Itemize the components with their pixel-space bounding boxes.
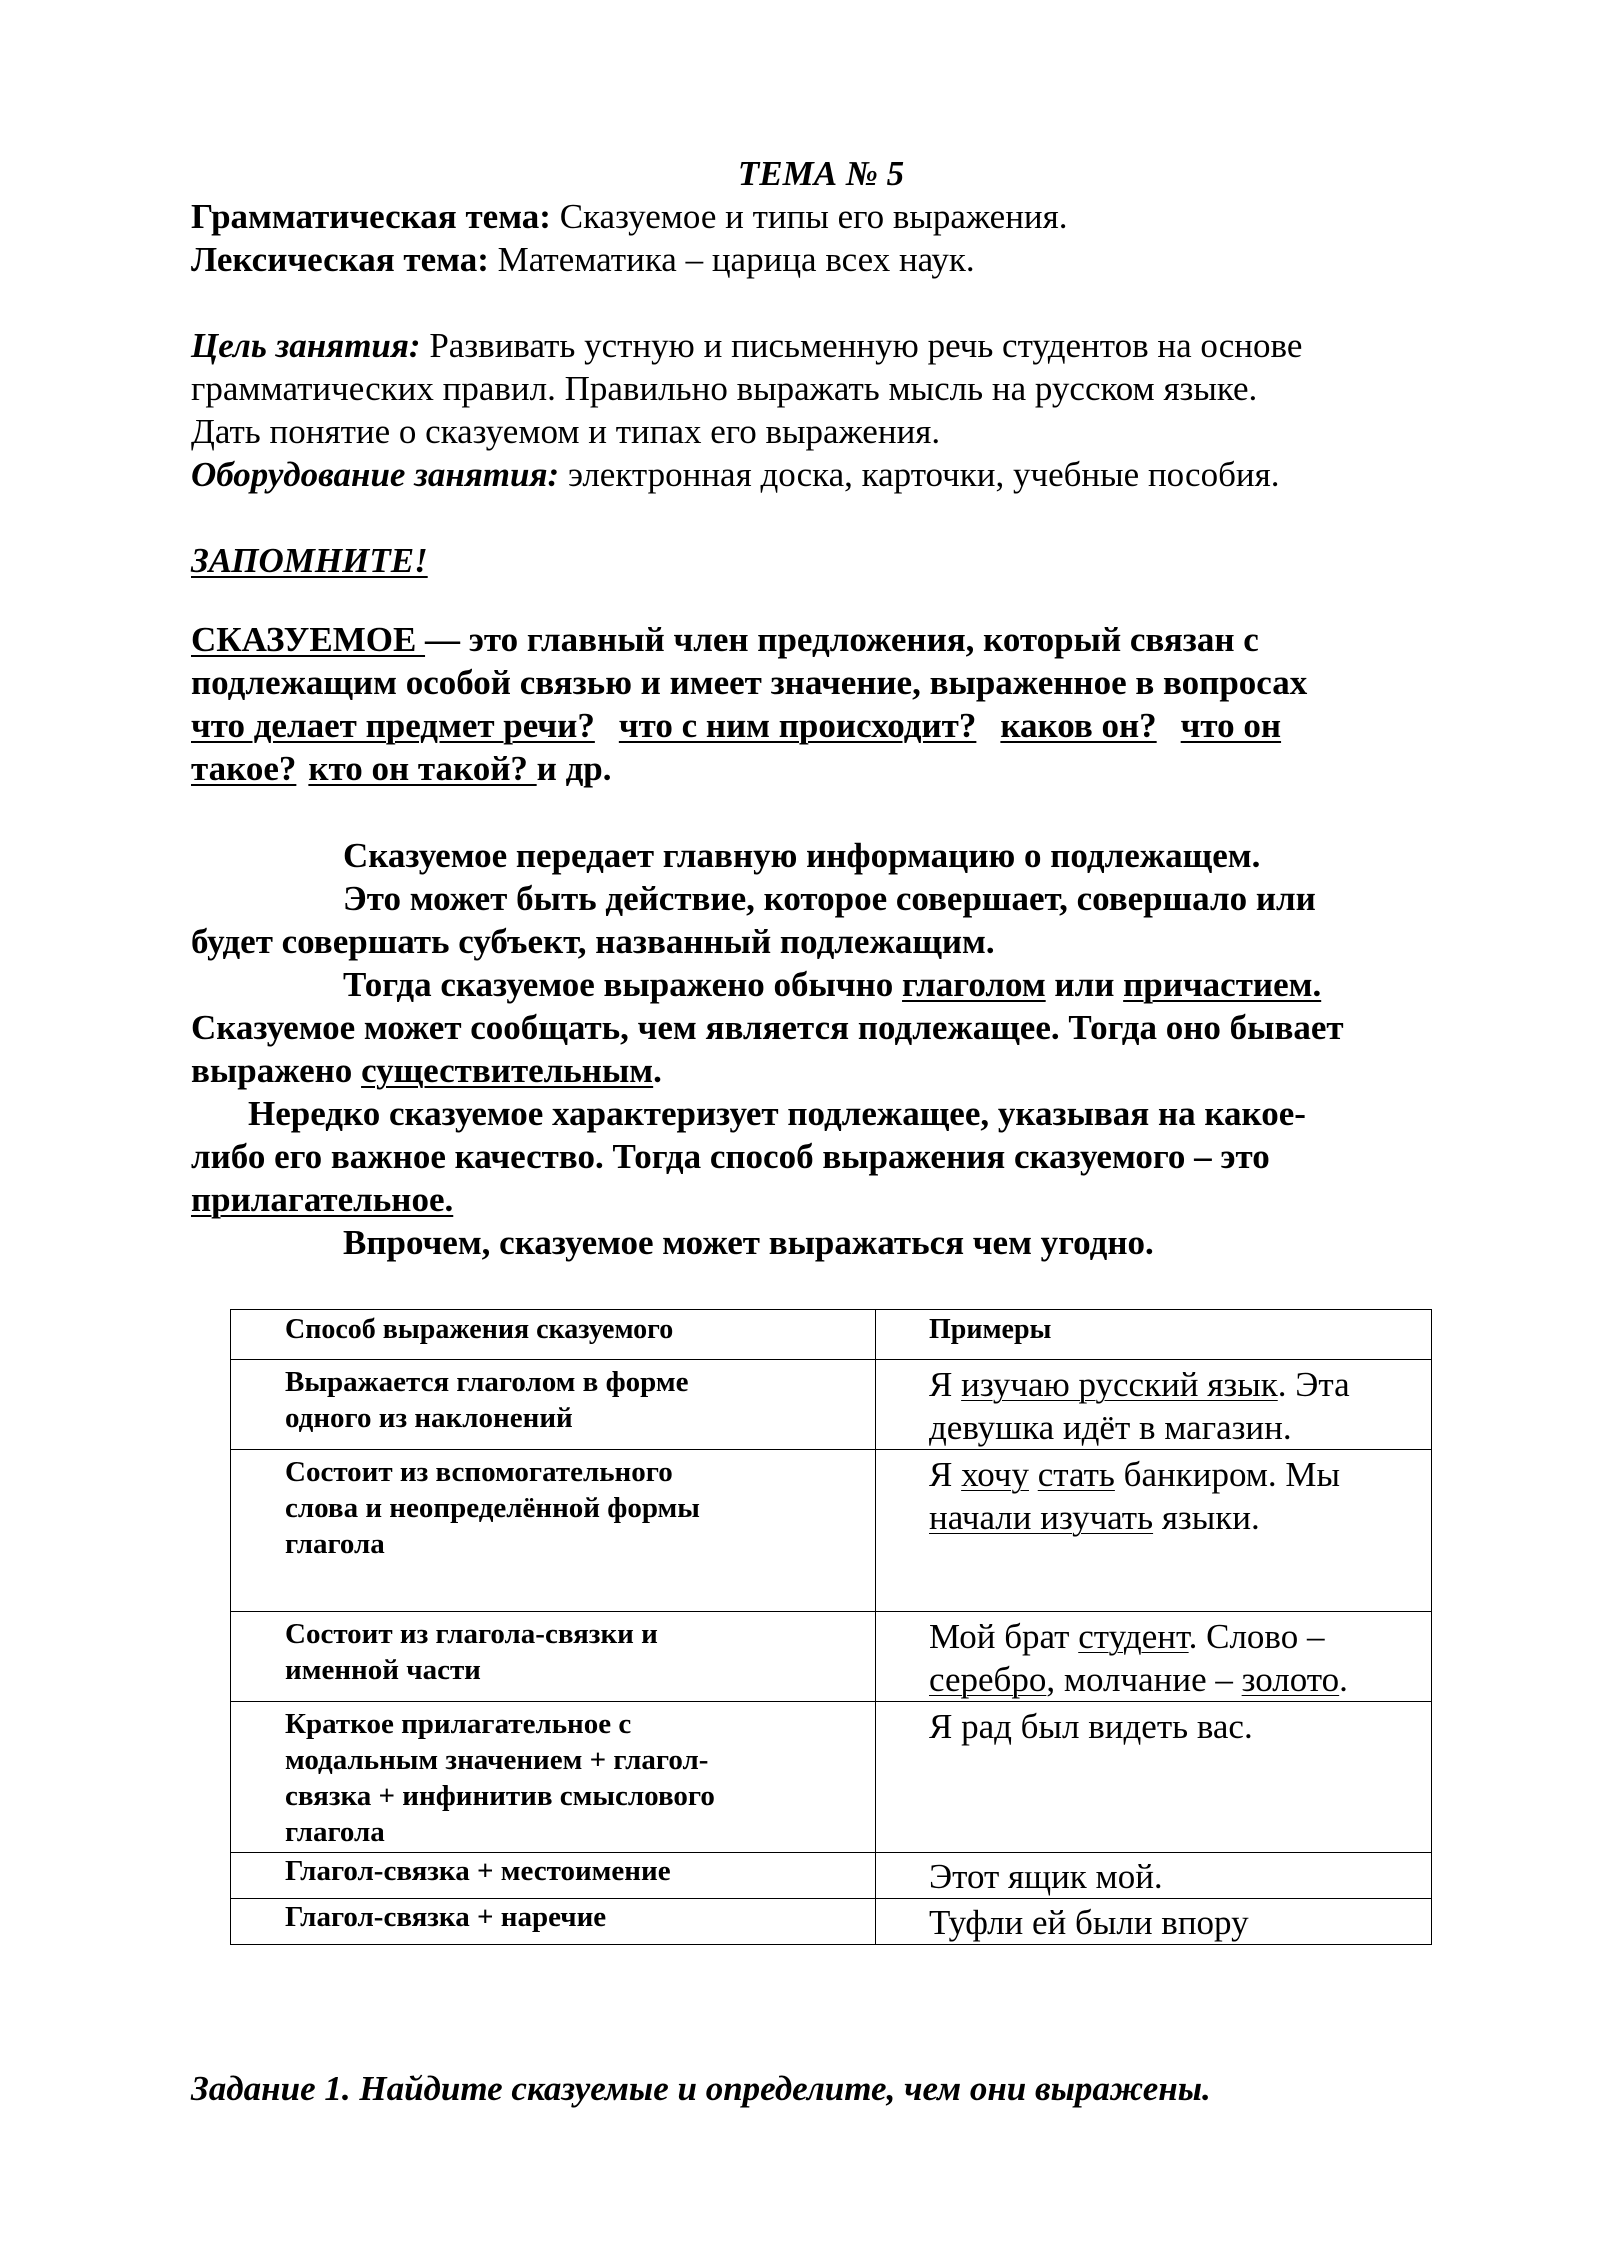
example-predicate: стать [1037, 1455, 1115, 1494]
example-text: . [1339, 1660, 1348, 1699]
para-5b: либо его важное качество. Тогда способ выражения сказуемого – это [191, 1137, 1270, 1176]
example-cell [876, 1853, 1432, 1899]
example-predicate: изучаю русский язык [961, 1365, 1278, 1404]
table-row [231, 1450, 1432, 1612]
explanation-block [191, 834, 1344, 1264]
example-text: Я [929, 1365, 962, 1404]
example-cell [876, 1360, 1432, 1450]
task-heading: Задание 1. Найдите сказуемые и определите, чем они выражены. [191, 2069, 1211, 2108]
example-predicate: серебро [929, 1660, 1047, 1699]
definition-line-3 [191, 704, 1307, 747]
example-predicate: студент [1078, 1617, 1189, 1656]
example-line: Этот ящик мой. [929, 1857, 1163, 1896]
para-1: Сказуемое передает главную информацию о подлежащем. [343, 836, 1261, 875]
example-line [929, 1615, 1421, 1658]
example-line [929, 1496, 1421, 1539]
para-3-participle: причастием. [1123, 965, 1322, 1004]
para-4-noun: существительным [361, 1051, 654, 1090]
question-5: кто он такой? [308, 749, 537, 788]
example-text [1029, 1455, 1038, 1494]
grammar-topic [191, 195, 1068, 238]
method-line: глагола [285, 1528, 385, 1560]
para-6: Впрочем, сказуемое может выражаться чем угодно. [343, 1223, 1154, 1262]
method-line: Состоит из вспомогательного [285, 1456, 673, 1488]
lexical-label: Лексическая тема: [191, 240, 489, 279]
example-cell [876, 1899, 1432, 1945]
method-line: Глагол-связка + местоимение [285, 1855, 671, 1887]
definition-term: СКАЗУЕМОЕ [191, 620, 426, 659]
para-5-adjective: прилагательное. [191, 1180, 454, 1219]
para-4a: Сказуемое может сообщать, чем является подлежащее. Тогда оно бывает [191, 1008, 1344, 1047]
example-line [929, 1453, 1421, 1496]
goal-line-3: Дать понятие о сказуемом и типах его выражения. [191, 412, 941, 451]
para-5a: Нередко сказуемое характеризует подлежащее, указывая на какое- [248, 1094, 1306, 1133]
definition-text-1: — это главный член предложения, который связан с [425, 620, 1259, 659]
header-block [191, 195, 1068, 281]
para-2a: Это может быть действие, которое совершает, совершало или [343, 879, 1316, 918]
para-3 [191, 963, 1344, 1006]
method-line: Глагол-связка + наречие [285, 1901, 607, 1933]
method-line: Краткое прилагательное с [285, 1708, 632, 1740]
example-text: Мой брат [929, 1617, 1079, 1656]
para-3-text: Тогда сказуемое выражено обычно [343, 965, 903, 1004]
question-3: каков он? [1000, 706, 1157, 745]
example-text: . Эта [1277, 1365, 1350, 1404]
definition-line-4 [191, 747, 1307, 790]
method-cell [231, 1899, 876, 1945]
definition-tail: и др. [536, 749, 612, 788]
para-4-end: . [653, 1051, 662, 1090]
example-line: Я рад был видеть вас. [929, 1707, 1253, 1746]
example-cell [876, 1612, 1432, 1702]
predicate-table [230, 1309, 1432, 1945]
example-text: языки. [1153, 1498, 1260, 1537]
table-row [231, 1899, 1432, 1945]
table-row [231, 1853, 1432, 1899]
example-predicate: хочу [961, 1455, 1029, 1494]
equipment-text: электронная доска, карточки, учебные пособия. [559, 455, 1280, 494]
para-2b: будет совершать субъект, названный подлежащим. [191, 922, 995, 961]
example-line: девушка идёт в магазин. [929, 1408, 1292, 1447]
goal-text-1: Развивать устную и письменную речь студентов на основе [420, 326, 1303, 365]
para-4b [191, 1049, 1344, 1092]
method-cell [231, 1450, 876, 1612]
question-4b: такое? [191, 749, 297, 788]
equipment-line [191, 453, 1302, 496]
example-cell [876, 1702, 1432, 1853]
method-cell [231, 1702, 876, 1853]
example-cell [876, 1450, 1432, 1612]
table-row [231, 1612, 1432, 1702]
example-predicate: золото [1241, 1660, 1340, 1699]
question-2: что с ним происходит? [618, 706, 977, 745]
example-line: Туфли ей были впору [929, 1903, 1249, 1942]
method-line: именной части [285, 1654, 481, 1686]
table-row [231, 1360, 1432, 1450]
para-3-verb: глаголом [902, 965, 1046, 1004]
example-line [929, 1658, 1421, 1701]
definition-line-2: подлежащим особой связью и имеет значение, выраженное в вопросах [191, 663, 1308, 702]
para-4b-text: выражено [191, 1051, 362, 1090]
method-cell [231, 1360, 876, 1450]
remember-heading: ЗАПОМНИТЕ! [191, 541, 428, 580]
grammar-label: Грамматическая тема: [191, 197, 551, 236]
goal-line-1 [191, 324, 1302, 367]
method-line: модальным значением + глагол- [285, 1744, 709, 1776]
definition-block [191, 618, 1307, 790]
goal-label: Цель занятия: [191, 326, 421, 365]
method-line: одного из наклонений [285, 1402, 573, 1434]
goal-line-2: грамматических правил. Правильно выражать мысль на русском языке. [191, 369, 1258, 408]
method-line: Состоит из глагола-связки и [285, 1618, 658, 1650]
lexical-text: Математика – царица всех наук. [488, 240, 975, 279]
question-1: что делает предмет речи? [191, 706, 595, 745]
definition-line-1 [191, 618, 1307, 661]
lexical-topic [191, 238, 1068, 281]
example-text: . Слово – [1188, 1617, 1325, 1656]
method-line: Выражается глаголом в форме [285, 1366, 689, 1398]
method-cell [231, 1853, 876, 1899]
grammar-text: Сказуемое и типы его выражения. [550, 197, 1068, 236]
question-4a: что он [1180, 706, 1282, 745]
method-line: слова и неопределённой формы [285, 1492, 700, 1524]
goal-block [191, 324, 1302, 496]
example-text: , молчание – [1046, 1660, 1242, 1699]
header-method: Способ выражения сказуемого [231, 1310, 876, 1360]
method-cell [231, 1612, 876, 1702]
table-row [231, 1702, 1432, 1853]
example-line [929, 1363, 1421, 1406]
example-text: банкиром. Мы [1114, 1455, 1341, 1494]
example-predicate: начали изучать [929, 1498, 1154, 1537]
header-examples: Примеры [876, 1310, 1432, 1360]
equipment-label: Оборудование занятия: [191, 455, 560, 494]
para-3-mid: или [1045, 965, 1124, 1004]
table-header-row [231, 1310, 1432, 1360]
page-title: ТЕМА № 5 [737, 154, 905, 193]
method-line: глагола [285, 1816, 385, 1848]
method-line: связка + инфинитив смыслового [285, 1780, 715, 1812]
example-text: Я [929, 1455, 962, 1494]
